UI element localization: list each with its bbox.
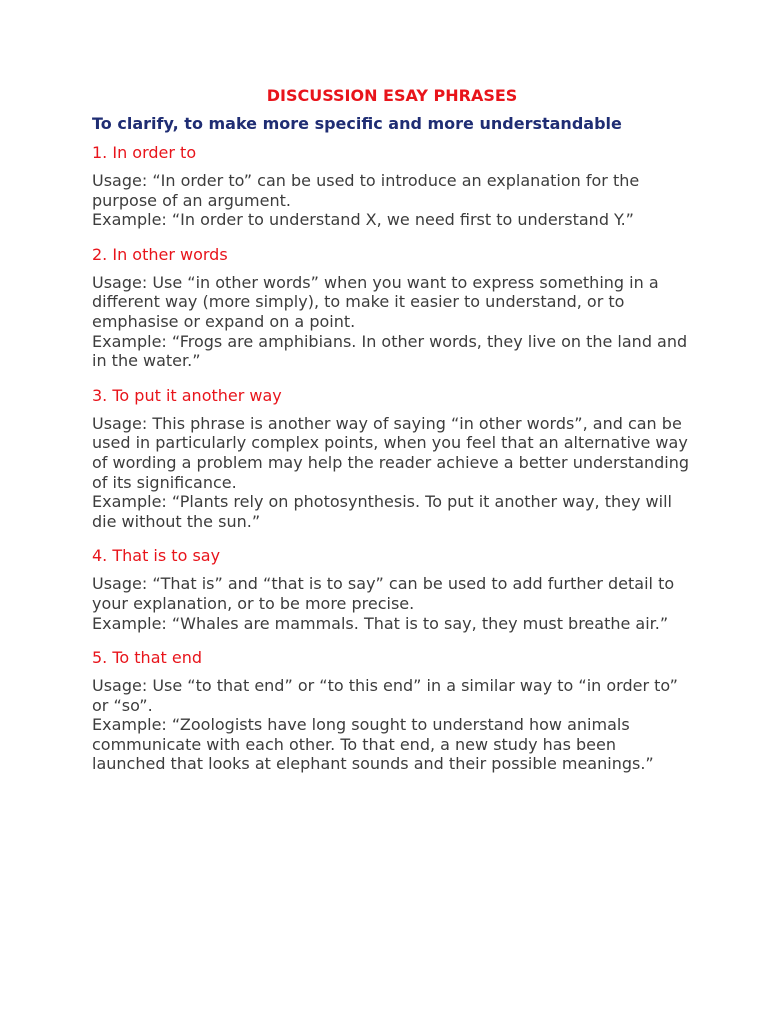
usage-text: Usage: Use “in other words” when you want to express something in a different way (more simply), to make it easier to understand, or to emphasise or expand on a point. <box>92 272 659 331</box>
usage-text: Usage: Use “to that end” or “to this end” in a similar way to “in order to” or “so”. <box>92 676 678 715</box>
document-title: DISCUSSION ESAY PHRASES <box>266 86 518 105</box>
phrase-section-3 <box>92 386 692 532</box>
section-heading: 2. In other words <box>92 244 228 264</box>
section-heading: 4. That is to say <box>92 546 221 566</box>
phrase-section-1 <box>92 143 692 230</box>
example-text: Example: “Frogs are amphibians. In other words, they live on the land and in the water.” <box>92 331 688 371</box>
usage-text: Usage: “That is” and “that is to say” can be used to add further detail to your explanation, or to be more precise. <box>92 574 675 613</box>
section-heading: 5. To that end <box>92 648 202 668</box>
phrase-section-5 <box>92 648 692 774</box>
usage-text: Usage: This phrase is another way of saying “in other words”, and can be used in particularly complex points, when you feel that an alternative way of wording a problem may help the reader achieve a better understanding of its significance. <box>92 413 690 492</box>
section-body <box>92 171 692 230</box>
section-heading: 3. To put it another way <box>92 385 282 405</box>
example-text: Example: “Plants rely on photosynthesis. To put it another way, they will die without the sun.” <box>92 492 672 531</box>
phrase-section-2 <box>92 245 692 371</box>
phrase-section-4 <box>92 546 692 633</box>
section-body <box>92 414 692 532</box>
section-heading: 1. In order to <box>92 143 197 162</box>
example-text: Example: “In order to understand X, we need first to understand Y.” <box>92 210 634 230</box>
usage-text: Usage: “In order to” can be used to introduce an explanation for the purpose of an argument. <box>92 171 640 210</box>
document-page <box>92 86 692 789</box>
section-body <box>92 273 692 371</box>
example-text: Example: “Whales are mammals. That is to say, they must breathe air.” <box>92 613 669 633</box>
section-body <box>92 676 692 774</box>
document-subtitle: To clarify, to make more specific and more understandable <box>92 114 622 133</box>
example-text: Example: “Zoologists have long sought to understand how animals communicate with each other. To that end, a new study has been launched that looks at elephant sounds and their possible meanings.” <box>92 715 654 774</box>
section-body <box>92 574 692 633</box>
